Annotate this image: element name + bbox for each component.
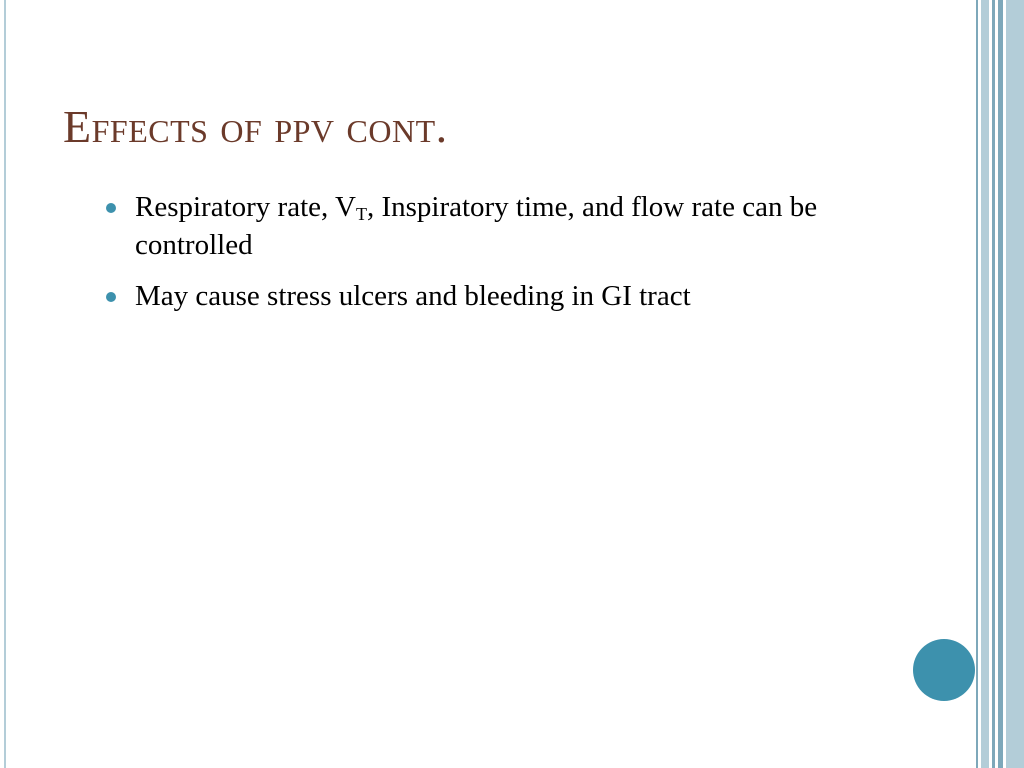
right-decorative-bars	[976, 0, 1024, 768]
right-bar-1	[976, 0, 978, 768]
bullet-text-part: Respiratory rate, V	[135, 191, 356, 223]
bullet-dot-icon	[106, 203, 116, 213]
bullet-text-part: , Inspiratory time, and flow rate can be controlled	[135, 191, 818, 261]
bullet-list	[103, 188, 823, 328]
bullet-item	[103, 277, 823, 315]
bullet-item	[103, 188, 823, 264]
right-bar-5	[1006, 0, 1024, 768]
right-bar-3	[992, 0, 995, 768]
bullet-text: May cause stress ulcers and bleeding in GI tract	[135, 280, 691, 312]
left-edge-line	[4, 0, 6, 768]
right-bar-4	[998, 0, 1003, 768]
left-edge-stripe	[0, 0, 11, 768]
decorative-circle-icon	[913, 639, 975, 701]
right-bar-2	[981, 0, 989, 768]
slide-title: Effects of ppv cont.	[63, 101, 448, 152]
bullet-dot-icon	[106, 292, 116, 302]
bullet-subscript: T	[355, 204, 367, 224]
